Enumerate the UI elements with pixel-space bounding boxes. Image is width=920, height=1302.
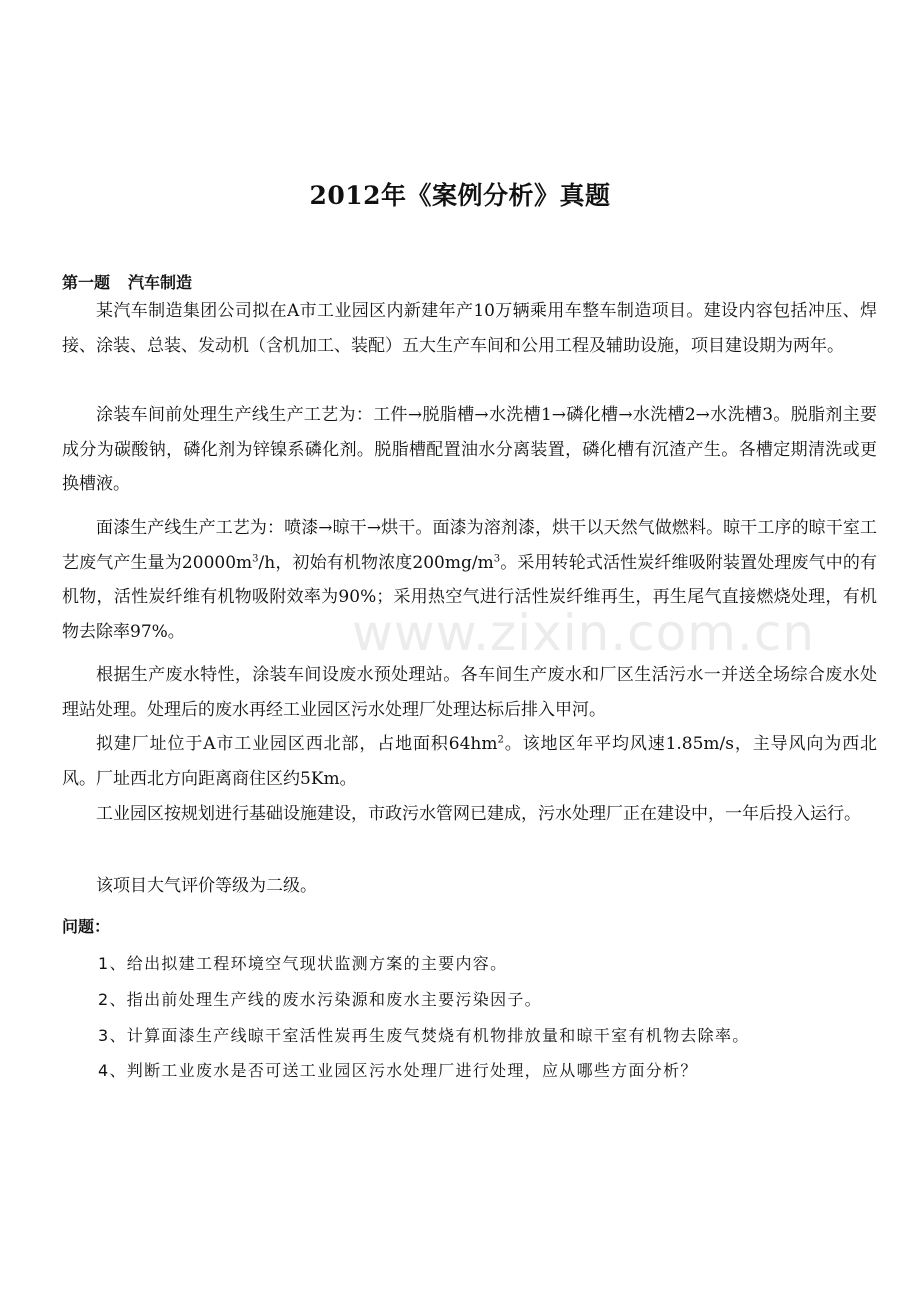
topcoat-superscript-2: 3	[493, 552, 501, 564]
watermark: www.zixin.com.cn	[352, 604, 816, 662]
section-heading	[62, 270, 192, 293]
paragraph-project-overview: 某汽车制造集团公司拟在A市工业园区内新建年产10万辆乘用车整车制造项目。建设内容包括冲压、焊接、涂装、总装、发动机（含机加工、装配）五大生产车间和公用工程及辅助设施，项目建设期为两年。	[62, 301, 877, 356]
questions-heading: 问题：	[62, 917, 111, 936]
paragraph-pretreatment-process: 涂装车间前处理生产线生产工艺为：工件→脱脂槽→水洗槽1→磷化槽→水洗槽2→水洗槽3。脱脂剂主要成分为碳酸钠，磷化剂为锌镍系磷化剂。脱脂槽配置油水分离装置，磷化槽有沉渣产生。各槽定期清洗或更换槽液。	[62, 405, 877, 495]
topcoat-text-a: 面漆生产线生产工艺为：喷漆→晾干→烘干。面漆为溶剂漆，烘干以天然气做燃料。晾干工序的晾干室工艺废气产生量为20000m	[62, 518, 877, 573]
question-item: 3、计算面漆生产线晾干室活性炭再生废气焚烧有机物排放量和晾干室有机物去除率。	[98, 1026, 750, 1045]
section-label: 第一题	[62, 273, 111, 292]
question-item: 1、给出拟建工程环境空气现状监测方案的主要内容。	[98, 954, 508, 973]
paragraph-assessment-level: 该项目大气评价等级为二级。	[96, 876, 317, 896]
question-item: 4、判断工业废水是否可送工业园区污水处理厂进行处理，应从哪些方面分析？	[98, 1061, 698, 1080]
paragraph-wastewater: 根据生产废水特性，涂装车间设废水预处理站。各车间生产废水和厂区生活污水一并送全场综合废水处理站处理。处理后的废水再经工业园区污水处理厂处理达标后排入甲河。	[62, 665, 877, 720]
question-item: 2、指出前处理生产线的废水污染源和废水主要污染因子。	[98, 990, 542, 1009]
site-text-a: 拟建厂址位于A市工业园区西北部，占地面积64hm	[96, 734, 498, 754]
paragraph-site-location	[62, 727, 877, 796]
paragraph-infrastructure: 工业园区按规划进行基础设施建设，市政污水管网已建成，污水处理厂正在建设中，一年后投入运行。	[96, 804, 861, 824]
topcoat-superscript-1: 3	[252, 552, 259, 564]
topcoat-text-b: /h，初始有机物浓度200mg/m	[258, 552, 494, 573]
section-name: 汽车制造	[128, 273, 193, 292]
document-title: 2012年《案例分析》真题	[309, 181, 611, 210]
site-text-b: 。该地区年平均风速1.85m/s，主导风向为西北风。厂址西北方向距离商住区约5Km。	[62, 734, 877, 789]
site-superscript: 2	[497, 734, 504, 746]
topcoat-text-c: 。采用转轮式活性炭纤维吸附装置处理废气中的有机物，活性炭纤维有机物吸附效率为90%；采用热空气进行活性炭纤维再生，再生尾气直接燃烧处理，有机物去除率97%。	[62, 552, 878, 642]
